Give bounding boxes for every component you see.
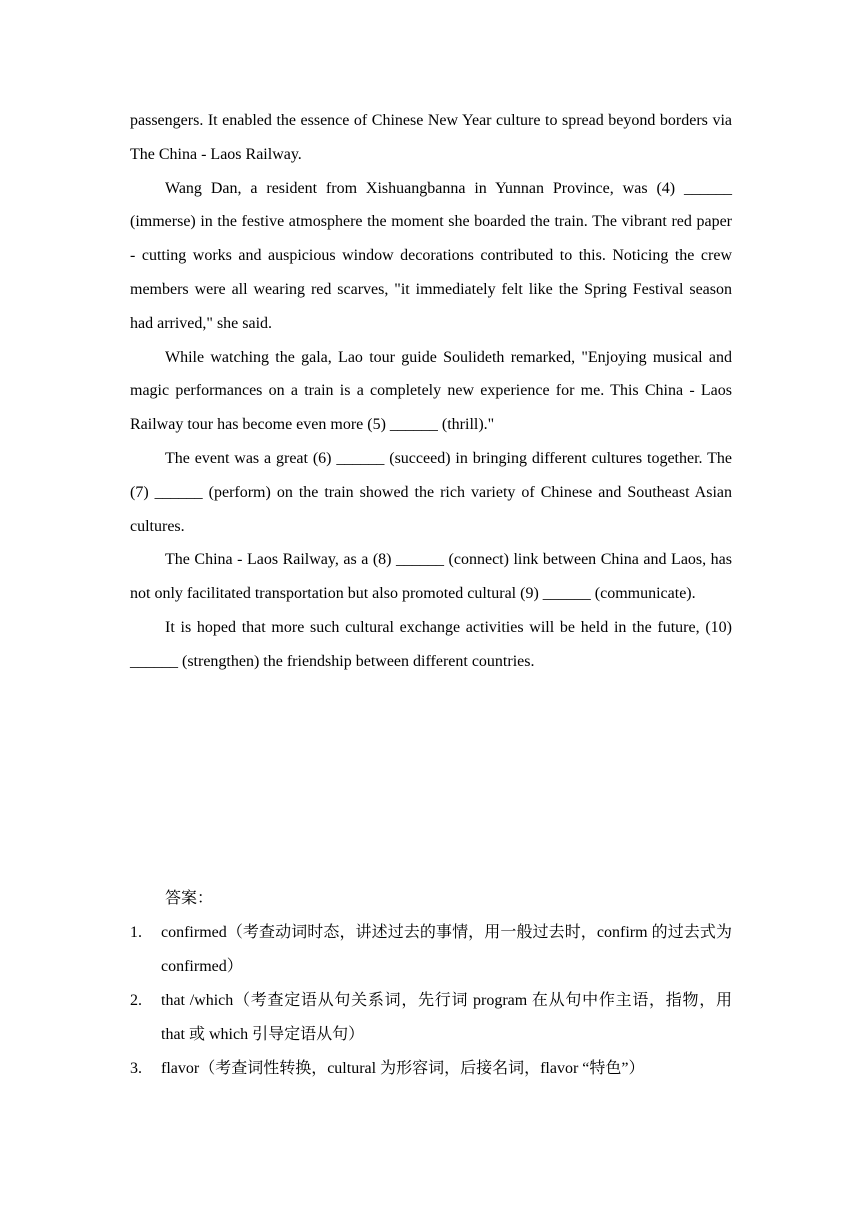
answer-item [130, 916, 732, 984]
passage-paragraph-4: The event was a great (6) ______ (succeed) in bringing different cultures together. The (7) ______ (perform) on the train showed the rich variety of Chinese and Southeast Asian cultures. [130, 449, 732, 535]
passage-paragraph-2: Wang Dan, a resident from Xishuangbanna in Yunnan Province, was (4) ______ (immerse) in the festive atmosphere the moment she boarded the train. The vibrant red paper - cutting works and auspicious window decorations contributed to this. Noticing the crew members were all wearing red scarves, "it immediately felt like the Spring Festival season had arrived," she said. [130, 179, 732, 332]
answer-item [130, 984, 732, 1052]
answer-key [130, 882, 732, 1086]
passage [130, 104, 732, 679]
answer-text: confirmed（考查动词时态，讲述过去的事情，用一般过去时，confirm 的过去式为 confirmed） [161, 924, 732, 975]
answer-key-heading: 答案： [165, 890, 214, 907]
answer-list [130, 916, 732, 1086]
answer-number: 3. [130, 1060, 142, 1077]
passage-paragraph-3: While watching the gala, Lao tour guide Soulideth remarked, "Enjoying musical and magic performances on a train is a completely new experience for me. This China - Laos Railway tour has become even more (5) ______ (thrill)." [130, 348, 732, 434]
answer-text: that /which（考查定语从句关系词，先行词 program 在从句中作主语，指物，用 that 或 which 引导定语从句） [161, 992, 732, 1043]
answer-item [130, 1052, 732, 1086]
passage-paragraph-1: passengers. It enabled the essence of Chinese New Year culture to spread beyond borders via The China - Laos Railway. [130, 112, 732, 163]
passage-paragraph-5: The China - Laos Railway, as a (8) ______ (connect) link between China and Laos, has not only facilitated transportation but also promoted cultural (9) ______ (communicate). [130, 551, 732, 603]
answer-number: 2. [130, 992, 142, 1009]
answer-number: 1. [130, 924, 142, 941]
answer-text: flavor（考查词性转换，cultural 为形容词，后接名词，flavor “特色”） [161, 1060, 645, 1077]
passage-paragraph-6: It is hoped that more such cultural exchange activities will be held in the future, (10) ______ (strengthen) the friendship between different countries. [130, 618, 732, 670]
